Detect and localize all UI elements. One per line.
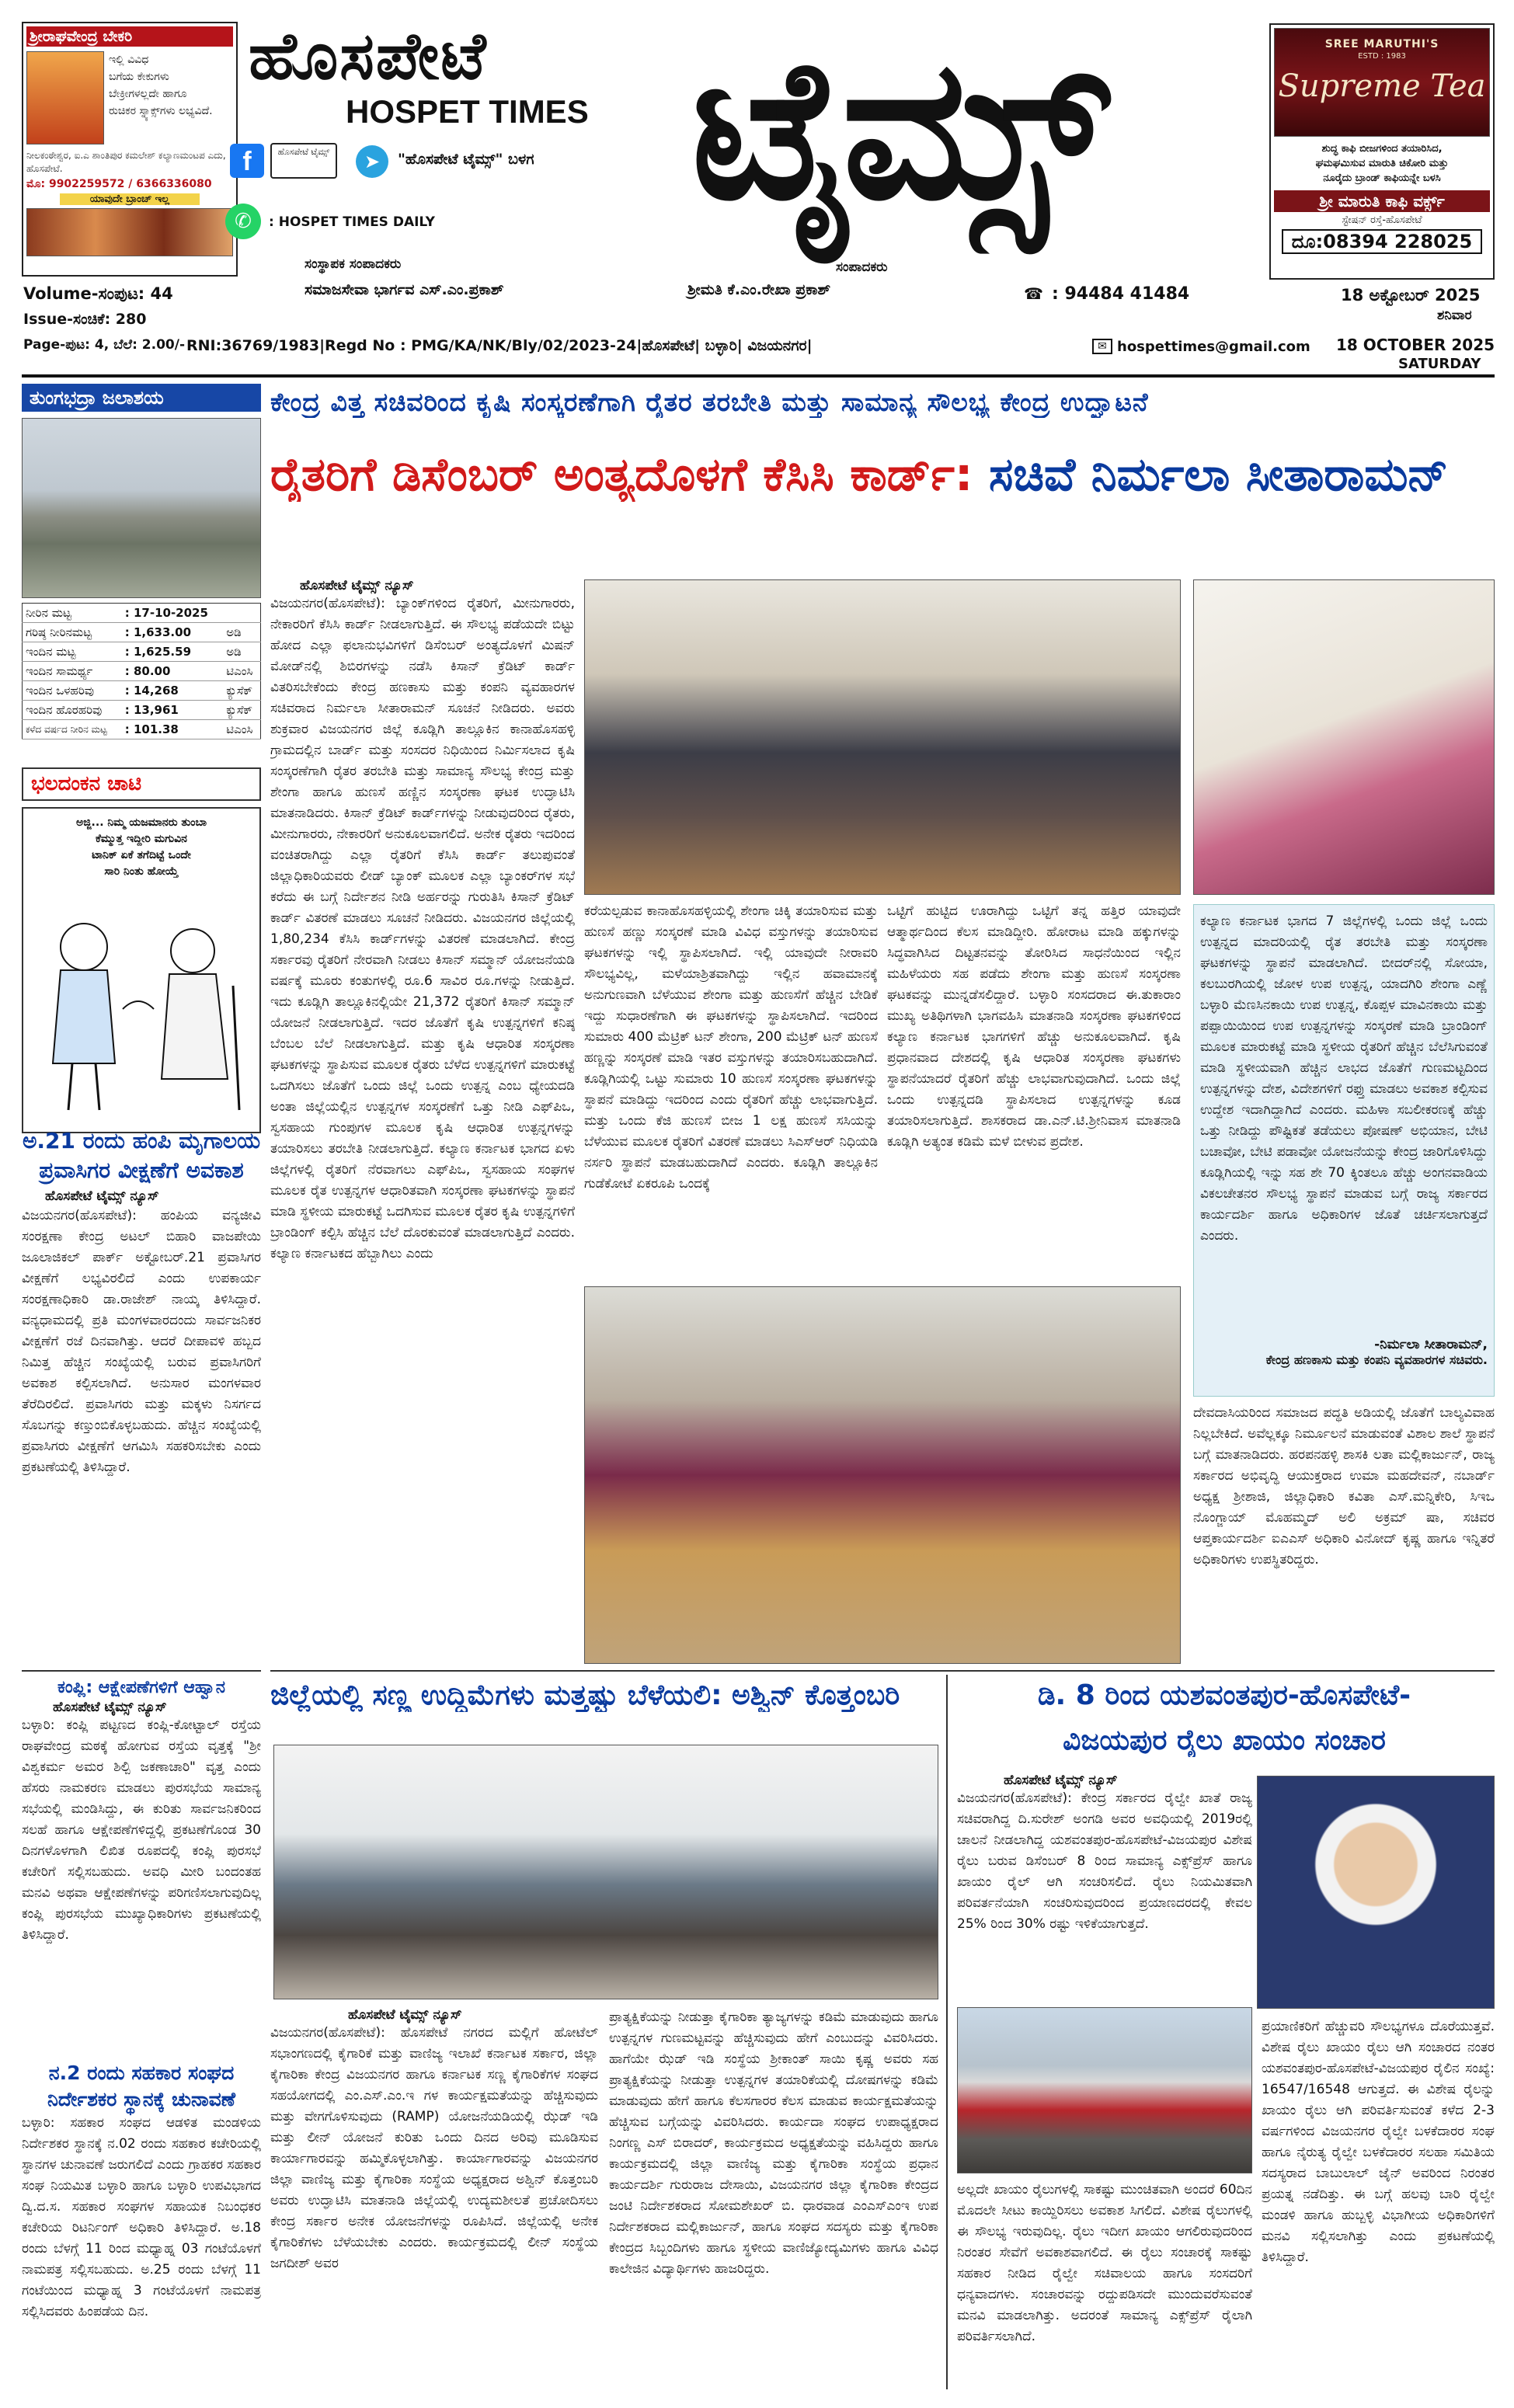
masthead-big-title: ಟೈಮ್ಸ್ [691,14,1104,242]
minister-quote-box [1193,904,1495,1397]
kampli-headline: ಕಂಪ್ಲಿ: ಆಕ್ಷೇಪಣೆಗಳಿಗೆ ಆಹ್ವಾನ [57,1678,226,1697]
ad-left-address: ನೀಲಕಂಠೇಶ್ವರ, ಐ.ಎ ಶಾಂತಿಪುರ ಕಮಲೇಶ್ ಕಲ್ಯಾಣಮಂಟಪ ಎದು, ಹೊಸಪೇಟೆ. [26,150,226,174]
facebook-page-name[interactable]: ಹೊಸಪೇಟೆ ಟೈಮ್ಸ್ [270,143,337,179]
rail-right-text: ಪ್ರಯಾಣಿಕರಿಗೆ ಹೆಚ್ಚುವರಿ ಸೌಲಭ್ಯಗಳೂ ದೊರೆಯುತ್ತವೆ. ವಿಶೇಷ ರೈಲು ಖಾಯಂ ರೈಲು ಆಗಿ ಸಂಚಾರದ ನಂತರ ಯಶವಂತಪುರ-ಹೊಸಪೇಟೆ-ವಿಜಯಪುರ ರೈಲಿನ ಸಂಖ್ಯೆ: 16547/16548 ಆಗುತ್ತದೆ. ಈ ವಿಶೇಷ ರೈಲನ್ನು ಖಾಯಂ ರೈಲು ಆಗಿ ಪರಿವರ್ತಿಸುವಂತೆ ಕಳೆದ 2-3 ವರ್ಷಗಳಿಂದ ವಿಜಯನಗರ ರೈಲ್ವೇ ಬಳಕೆದಾರರ ಸಂಘ ಹಾಗೂ ನೈರುತ್ಯ ರೈಲ್ವೇ ಬಳಕೆದಾರರ ಸಲಹಾ ಸಮಿತಿಯ ಸದಸ್ಯರಾದ ಬಾಬುಲಾಲ್ ಜೈನ್ ಅವರಿಂದ ನಿರಂತರ ಪ್ರಯತ್ನ ನಡೆದಿತ್ತು. ಈ ಬಗ್ಗೆ ಹಲವು ಬಾರಿ ರೈಲ್ವೇ ಮಂಡಳಿ ಹಾಗೂ ಹುಬ್ಬಳ್ಳಿ ವಿಭಾಗೀಯ ಅಧಿಕಾರಿಗಳಿಗೆ ಮನವಿ ಸಲ್ಲಿಸಲಾಗಿತ್ತು ಎಂದು ಪ್ರಕಟಣೆಯಲ್ಲಿ ತಿಳಿಸಿದ್ದಾರೆ. [1262,2019,1495,2265]
table-row [23,604,261,623]
dam-row-value: : 1,633.00 [122,623,224,642]
hampi-story [22,1126,261,1672]
facebook-icon[interactable]: f [230,144,264,178]
dam-row-value: : 101.38 [122,720,224,739]
msme-col-2-text: ಪ್ರಾತ್ಯಕ್ಷಿಕೆಯನ್ನು ನೀಡುತ್ತಾ ಕೈಗಾರಿಕಾ ತ್ಯಾಜ್ಯಗಳನ್ನು ಕಡಿಮೆ ಮಾಡುವುದು ಹಾಗೂ ಉತ್ಪನ್ನಗಳ ಗುಣಮಟ್ಟವನ್ನು ಹೆಚ್ಚಿಸುವುದು ಹೇಗೆ ಎಂಬುದನ್ನು ವಿವರಿಸಿದರು. ಹಾಗೆಯೇ ಝೆಡ್ ಇಡಿ ಸಂಸ್ಥೆಯ ಶ್ರೀಕಾಂತ್ ಸಾಯಿ ಕೃಷ್ಣ ಅವರು ಸಹ ಪ್ರಾತ್ಯಕ್ಷಿಕೆಯನ್ನು ನೀಡುತ್ತಾ ಉತ್ಪನ್ನಗಳ ತಯಾರಿಕೆಯಲ್ಲಿ ದೋಷಗಳನ್ನು ಕಡಿಮೆ ಮಾಡುವುದು ಹೇಗೆ ಹಾಗೂ ಕೆಲಸಗಾರರ ಕೆಲಸ ಮಾಡುವ ಕಾರ್ಯಕ್ಷಮತೆಯನ್ನು ಹೆಚ್ಚಿಸುವ ಬಗ್ಗೆಯನ್ನು ವಿವರಿಸಿದರು. ಕಾರ್ಯದಾ ಸಂಘದ ಉಪಾಧ್ಯಕ್ಷರಾದ ನಿಂಗಣ್ಣ ಎಸ್ ಬಿರಾದರ್, ಕಾರ್ಯಕ್ರಮದ ಅಧ್ಯಕ್ಷತೆಯನ್ನು ವಹಿಸಿದ್ದರು ಹಾಗೂ ಕಾರ್ಯಕ್ರಮದಲ್ಲಿ ಜಿಲ್ಲಾ ವಾಣಿಜ್ಯ ಮತ್ತು ಕೈಗಾರಿಕಾ ಸಂಸ್ಥೆಯ ಪ್ರಧಾನ ಕಾರ್ಯದರ್ಶಿ ಗುರುರಾಜ ದೇಸಾಯಿ, ವಿಜಯನಗರ ಜಿಲ್ಲಾ ಕೈಗಾರಿಕಾ ಕೇಂದ್ರದ ಜಂಟಿ ನಿರ್ದೇಶಕರಾದ ಸೋಮಶೇಖರ್ ಬಿ. ಧಾರವಾಡ ಎಂಎಸ್‌ಎಂಇ ಉಪ ನಿರ್ದೇಶಕರಾದ ಮಲ್ಲಿಕಾರ್ಜುನ್, ಹಾಗೂ ಸಂಘದ ಸದಸ್ಯರು ಮತ್ತು ಕೈಗಾರಿಕಾ ಕೇಂದ್ರದ ಸಿಬ್ಬಂದಿಗಳು ಹಾಗೂ ಸ್ಥಳೀಯ ವಾಣಿಜ್ಯೋದ್ಯಮಿಗಳು ಹಾಗೂ ವಿವಿಧ ಕಾಲೇಜಿನ ವಿದ್ಯಾರ್ಥಿಗಳು ಹಾಜರಿದ್ದರು. [609,2010,938,2277]
quote-signature: -ನಿರ್ಮಲಾ ಸೀತಾರಾಮನ್, [1374,1337,1488,1352]
ad-right-coffee [1269,23,1495,280]
dam-row-unit: ಅಡಿ [223,642,260,662]
table-row [23,681,261,701]
main-kicker: ಕೇಂದ್ರ ವಿತ್ತ ಸಚಿವರಿಂದ ಕೃಷಿ ಸಂಸ್ಕರಣೆಗಾಗಿ ರೈತರ ತರಬೇತಿ ಮತ್ತು ಸಾಮಾನ್ಯ ಸೌಲಭ್ಯ ಕೇಂದ್ರ ಉದ್ಘಾಟನೆ [270,387,1149,417]
cartoon-caption-line-3: ಟಾನಿಕ್ ಏಕೆ ತಗೆದಿಟ್ಟೆ ಒಂದೇ [92,849,191,861]
dam-row-value: : 17-10-2025 [122,604,224,623]
table-row [23,720,261,739]
main-col-5 [1193,1403,1495,1659]
masthead-english-title: HOSPET TIMES [346,93,589,130]
cartoon-section [22,767,261,1133]
table-row [23,662,261,681]
dam-picture [22,418,261,598]
ad-left-line-4: ರುಚಿಕರ ಸ್ನ್ಯಾಕ್ಸ್‌ಗಳು ಲಭ್ಯವಿದೆ. [109,105,213,117]
dam-section [22,384,261,739]
dam-row-label: ಕಳೆದ ವರ್ಷದ ನೀರಿನ ಮಟ್ಟ [23,720,122,739]
main-col-2-text: ಕರೆಯಲ್ಪಡುವ ಕಾನಾಹೊಸಹಳ್ಳಿಯಲ್ಲಿ ಶೇಂಗಾ ಚಿಕ್ಕಿ ತಯಾರಿಸುವ ಮತ್ತು ಹುಣಸೆ ಹಣ್ಣು ಸಂಸ್ಕರಣೆ ಮಾಡಿ ವಿವಿಧ ವಸ್ತುಗಳನ್ನು ತಯಾರಿಸುವ ಘಟಕಗಳನ್ನು ಇಲ್ಲಿ ಸ್ಥಾಪಿಸಲಾಗಿದೆ. ಇಲ್ಲಿ ಯಾವುದೇ ನೀರಾವರಿ ಸೌಲಭ್ಯವಿಲ್ಲ, ಮಳೆಯಾಶ್ರಿತವಾಗಿದ್ದು ಇಲ್ಲಿನ ಹವಾಮಾನಕ್ಕೆ ಅನುಗುಣವಾಗಿ ಬೆಳೆಯುವ ಶೇಂಗಾ ಮತ್ತು ಹುಣಸೆಗೆ ಹೆಚ್ಚಿನ ಬೇಡಿಕೆ ಇದ್ದು ಸುಧಾರಣೆಗಾಗಿ ಈ ಘಟಕಗಳನ್ನು ಸ್ಥಾಪಿಸಲಾಗಿದೆ. ಇದರಿಂದ ಸುಮಾರು 400 ಮೆಟ್ರಿಕ್ ಟನ್ ಶೇಂಗಾ, 200 ಮೆಟ್ರಿಕ್ ಟನ್ ಹುಣಸೆ ಹಣ್ಣನ್ನು ಸಂಸ್ಕರಣೆ ಮಾಡಿ ಇತರ ವಸ್ತುಗಳನ್ನು ತಯಾರಿಸಬಹುದಾಗಿದೆ. ಕೂಡ್ಲಿಗಿಯಲ್ಲಿ ಒಟ್ಟು ಸುಮಾರು 10 ಹುಣಸೆ ಸಂಸ್ಕರಣಾ ಘಟಕಗಳನ್ನು ಸ್ಥಾಪನೆ ಮಾಡಿದ್ದು ಇದರಿಂದ ಎಂದು ರೈತರಿಗೆ ಹೆಚ್ಚು ಲಾಭವಾಗುತ್ತಿದೆ. ಮತ್ತು ಒಂದು ಕೆಜಿ ಹುಣಸೆ ಬೀಜ 1 ಲಕ್ಷ ಹುಣಸೆ ಸಸಿಯನ್ನು ಬೆಳೆಯುವ ಮೂಲಕ ರೈತರಿಗೆ ವಿತರಣೆ ಮಾಡಲು ಸಿಎಸ್‌ಆರ್ ನಿಧಿಯಡಿ ನರ್ಸರಿ ಸ್ಥಾಪನೆ ಮಾಡಬಹುದಾಗಿದೆ ಎಂದರು. ಕೂಡ್ಲಿಗಿ ತಾಲ್ಲೂಕಿನ ಗುಡೆಕೋಟೆ ಏಕರೂಪಿ ಒಂದಕ್ಕೆ [584,903,878,1192]
kampli-body: ಬಳ್ಳಾರಿ: ಕಂಪ್ಲಿ ಪಟ್ಟಣದ ಕಂಪ್ಲಿ-ಕೋಟ್ಟಾಲ್ ರಸ್ತೆಯ ರಾಘವೇಂದ್ರ ಮಠಕ್ಕೆ ಹೋಗುವ ರಸ್ತೆಯ ವೃತ್ತಕ್ಕೆ "ಶ್ರೀ ವಿಶ್ವಕರ್ಮ ಅಮರ ಶಿಲ್ಪಿ ಜಕಣಾಚಾರಿ" ವೃತ್ತ ಎಂದು ಹೆಸರು ನಾಮಕರಣ ಮಾಡಲು ಪುರಸಭೆಯ ಸಾಮಾನ್ಯ ಸಭೆಯಲ್ಲಿ ಮಂಡಿಸಿದ್ದು, ಈ ಕುರಿತು ಸಾರ್ವಜನಿಕರಿಂದ ಸಲಹೆ ಹಾಗೂ ಆಕ್ಷೇಪಣೆಗಳಿದ್ದಲ್ಲಿ ಪ್ರಕಟಣೆಗೊಂಡ 30 ದಿನಗಳೊಳಗಾಗಿ ಲಿಖಿತ ರೂಪದಲ್ಲಿ ಕಂಪ್ಲಿ ಪುರಸಭೆ ಕಚೇರಿಗೆ ಸಲ್ಲಿಸಬಹುದು. ಅವಧಿ ಮೀರಿ ಬಂದಂತಹ ಮನವಿ ಅಥವಾ ಆಕ್ಷೇಪಣೆಗಳನ್ನು ಪರಿಗಣಿಸಲಾಗುವುದಿಲ್ಲ ಕಂಪ್ಲಿ ಪುರಸಭೆಯ ಮುಖ್ಯಾಧಿಕಾರಿಗಳು ಪ್ರಕಟಣೆಯಲ್ಲಿ ತಿಳಿಸಿದ್ದಾರೆ. [22,1717,261,1943]
day-english: SATURDAY [1398,356,1481,372]
dam-row-unit: ಅಡಿ [223,623,260,642]
main-col-3-text: ಒಟ್ಟಿಗೆ ಹುಟ್ಟಿದ ಊರಾಗಿದ್ದು ಒಟ್ಟಿಗೆ ತನ್ನ ಹತ್ತಿರ ಯಾವುದೇ ಆತ್ಮಾರ್ಥದಿಂದ ಕೆಲಸ ಮಾಡಿದ್ದೀರಿ. ಹೋರಾಟ ಮಾಡಿ ಹಕ್ಕುಗಳನ್ನು ಸಿದ್ಧವಾಗಿಸಿದ ದಿಟ್ಟತನವನ್ನು ತೋರಿಸಿದ ಸಾಧನೆಯಿಂದ ಇಲ್ಲಿನ ಮಹಿಳೆಯರು ಸಹ ಪಡೆದು ಶೇಂಗಾ ಮತ್ತು ಹುಣಸೆ ಸಂಸ್ಕರಣಾ ಘಟಕವನ್ನು ಮುನ್ನಡೆಸಲಿದ್ದಾರೆ. ಬಳ್ಳಾರಿ ಸಂಸದರಾದ ಈ.ತುಕಾರಾಂ ಮುಖ್ಯ ಅತಿಥಿಗಳಾಗಿ ಭಾಗವಹಿಸಿ ಮಾತನಾಡಿ ಸಂಸ್ಕರಣಾ ಘಟಕಗಳಿಂದ ಕಲ್ಯಾಣ ಕರ್ನಾಟಕ ಭಾಗಗಳಿಗೆ ಹೆಚ್ಚು ಅನುಕೂಲವಾಗಿದೆ. ಕೃಷಿ ಪ್ರಧಾನವಾದ ದೇಶದಲ್ಲಿ ಕೃಷಿ ಆಧಾರಿತ ಸಂಸ್ಕರಣಾ ಘಟಕಗಳು ಸ್ಥಾಪನೆಯಾದರೆ ರೈತರಿಗೆ ಹೆಚ್ಚು ಲಾಭವಾಗುವುದಾಗಿದೆ. ಒಂದು ಜಿಲ್ಲೆ ಒಂದು ಉತ್ಪನ್ನದಡಿ ಸ್ಥಾಪಿಸಲಾದ ಉತ್ಪನ್ನಗಳನ್ನು ಕೂಡ ತಯಾರಿಸಲಾಗುತ್ತಿದೆ. ಶಾಸಕರಾದ ಡಾ.ಎನ್.ಟಿ.ಶ್ರೀನಿವಾಸ ಮಾತನಾಡಿ ಕೂಡ್ಲಿಗಿ ಅತ್ಯಂತ ಕಡಿಮೆ ಮಳೆ ಬೀಳುವ ಪ್ರದೇಶ. [887,903,1181,1150]
ad-right-phone: ದೂ:08394 228025 [1282,229,1482,254]
quote-role: ಕೇಂದ್ರ ಹಣಕಾಸು ಮತ್ತು ಕಂಪನಿ ವ್ಯವಹಾರಗಳ ಸಚಿವರು. [1265,1352,1488,1367]
dam-row-value: : 13,961 [122,701,224,720]
ad-left-title: ಶ್ರೀರಾಘವೇಂದ್ರ ಬೇಕರಿ [26,26,233,47]
section-rule-middle [270,1670,1495,1672]
rail-headline-line-2: ವಿಜಯಪುರ ರೈಲು ಖಾಯಂ ಸಂಚಾರ [1063,1724,1386,1756]
dam-row-label: ನೀರಿನ ಮಟ್ಟ [23,604,122,623]
ad-right-address: ಸ್ಟೇಷನ್ ರಸ್ತೆ-ಹೊಸಪೇಟೆ [1342,214,1422,226]
cartoon-panel [22,807,261,1133]
date-kannada: 18 ಅಕ್ಟೋಬರ್ 2025 [1341,286,1481,304]
cartoon-drawing [30,893,253,1126]
main-headline-black: ರೈತರಿಗೆ ಡಿಸೆಂಬರ್ ಅಂತ್ಯದೊಳಗೆ ಕೆಸಿಸಿ ಕಾರ್ಡ್: [270,447,973,501]
ad-left-tag: ಯಾವುದೇ ಬ್ರಾಂಚ್ ಇಲ್ಲ [60,193,200,205]
rail-left-col [957,2180,1252,2389]
main-col-4-text: ಕಲ್ಯಾಣ ಕರ್ನಾಟಕ ಭಾಗದ 7 ಜಿಲ್ಲೆಗಳಲ್ಲಿ ಒಂದು ಜಿಲ್ಲೆ ಒಂದು ಉತ್ಪನ್ನದ ಮಾದರಿಯಲ್ಲಿ ರೈತ ತರಬೇತಿ ಮತ್ತು ಸಂಸ್ಕರಣಾ ಘಟಕಗಳನ್ನು ಸ್ಥಾಪನೆ ಮಾಡಲಾಗಿದೆ. ಬೀದರ್‌ನಲ್ಲಿ ಸೋಯಾ, ಕಲಬುರಗಿಯಲ್ಲಿ ಜೋಳ ಉಪ ಉತ್ಪನ್ನ, ಯಾದಗಿರಿ ಶೇಂಗಾ ಎಣ್ಣೆ ಬಳ್ಳಾರಿ ಮೆಣಸಿನಕಾಯಿ ಉಪ ಉತ್ಪನ್ನ, ಕೊಪ್ಪಳ ಮಾವಿನಕಾಯಿ ಮತ್ತು ಪಪ್ಪಾಯಿಯಿಂದ ಉಪ ಉತ್ಪನ್ನಗಳನ್ನು ಸಂಸ್ಕರಣೆ ಮಾಡಿ ಬ್ರಾಂಡಿಂಗ್ ಮೂಲಕ ಮಾರುಕಟ್ಟೆ ಮಾಡಿ ಸ್ಥಳೀಯ ರೈತರಿಗೆ ಹೆಚ್ಚಿನ ಬೆಲೆಸಿಗುವಂತೆ ಮಾಡಿ ಸ್ಥಳೀಯವಾಗಿ ಹೆಚ್ಚಿನ ಲಾಭದ ಜೊತೆಗೆ ಗುಣಮಟ್ಟದಿಂದ ಉತ್ಪನ್ನಗಳನ್ನು ದೇಶ, ವಿದೇಶಗಳಿಗೆ ರಫ್ತು ಮಾಡಲು ಅವಕಾಶ ಕಲ್ಪಿಸುವ ಉದ್ದೇಶ ಇದಾಗಿದ್ದಾಗಿದೆ ಎಂದರು. ಮಹಿಳಾ ಸಬಲೀಕರಣಕ್ಕೆ ಹೆಚ್ಚು ಒತ್ತು ನೀಡಿದ್ದು ಪೌಷ್ಟಿಕತೆ ತಡೆಯಲು ಪೋಷಣ್ ಅಭಿಯಾನ, ಬೇಟಿ ಬಚಾವೋ, ಬೇಟಿ ಪಡಾವೋ ಯೋಜನೆಯನ್ನು ಕೇಂದ್ರ ಜಾರಿಗೊಳಿಸಿದ್ದು ಕೂಡ್ಲಿಗಿಯಲ್ಲಿ ಇನ್ನು ಸಹ ಶೇ 70 ಕ್ಕಿಂತಲೂ ಹೆಚ್ಚು ಅಂಗನವಾಡಿಯ ವಿಕಲಚೇತನರ ಸೌಲಭ್ಯ ಸ್ಥಾಪನೆ ಮಾಡುವ ಬಗ್ಗೆ ರಾಜ್ಯ ಸರ್ಕಾರದ ಕಾರ್ಯದರ್ಶಿ ಹಾಗೂ ಅಧಿಕಾರಿಗಳ ಜೊತೆ ಚರ್ಚಿಸಲಾಗುತ್ತದೆ ಎಂದರು. [1200,913,1488,1244]
ad-right-shop: ಶ್ರೀ ಮಾರುತಿ ಕಾಫಿ ವರ್ಕ್ಸ್ [1274,190,1490,212]
ad-right-line-3: ನೂರೈದು ಬ್ರಾಂಡ್ ಕಾಫಿಯನ್ನೇ ಬಳಸಿ [1323,172,1441,184]
dam-row-label: ಇಂದಿನ ಮಟ್ಟ [23,642,122,662]
dam-row-label: ಗರಿಷ್ಠ ನೀರಿನಮಟ್ಟ [23,623,122,642]
founder-name: ಸಮಾಜಸೇವಾ ಭಾರ್ಗವ ಎಸ್.ಎಂ.ಪ್ರಕಾಶ್ [305,281,504,298]
telegram-group-name[interactable]: "ಹೊಸಪೇಟೆ ಟೈಮ್ಸ್" ಬಳಗ [398,151,534,168]
msme-col-1-text: ವಿಜಯನಗರ(ಹೊಸಪೇಟೆ): ಹೊಸಪೇಟೆ ನಗರದ ಮಲ್ಲಿಗೆ ಹೋಟೆಲ್ ಸಭಾಂಗಣದಲ್ಲಿ ಕೈಗಾರಿಕೆ ಮತ್ತು ವಾಣಿಜ್ಯ ಇಲಾಖೆ ಕರ್ನಾಟಕ ಸರ್ಕಾರ, ಜಿಲ್ಲಾ ಕೈಗಾರಿಕಾ ಕೇಂದ್ರ ವಿಜಯನಗರ ಹಾಗೂ ಕರ್ನಾಟಕ ಸಣ್ಣ ಕೈಗಾರಿಕೆಗಳ ಸಂಘದ ಸಹಯೋಗದಲ್ಲಿ ಎಂ.ಎಸ್.ಎಂ.ಇ ಗಳ ಕಾರ್ಯಕ್ಷಮತೆಯನ್ನು ಹೆಚ್ಚಿಸುವುದು ಮತ್ತು ವೇಗಗೊಳಿಸುವುದು (RAMP) ಯೋಜನೆಯಡಿಯಲ್ಲಿ ಝೆಡ್ ಇಡಿ ಮತ್ತು ಲೀನ್ ಯೋಜನೆ ಕುರಿತು ಒಂದು ದಿನದ ಅರಿವು ಮೂಡಿಸುವ ಕಾರ್ಯಾಗಾರವನ್ನು ಹಮ್ಮಿಕೊಳ್ಳಲಾಗಿತ್ತು. ಕಾರ್ಯಾಗಾರವನ್ನು ವಿಜಯನಗರ ಜಿಲ್ಲಾ ವಾಣಿಜ್ಯ ಮತ್ತು ಕೈಗಾರಿಕಾ ಸಂಸ್ಥೆಯ ಅಧ್ಯಕ್ಷರಾದ ಅಶ್ವಿನ್ ಕೊತ್ತಂಬರಿ ಅವರು ಉದ್ಘಾಟಿಸಿ ಮಾತನಾಡಿ ಜಿಲ್ಲೆಯಲ್ಲಿ ಉದ್ಯಮಶೀಲತೆ ಪ್ರಚೋದಿಸಲು ಕೇಂದ್ರ ಸರ್ಕಾರ ಅನೇಕ ಯೋಜನೆಗಳನ್ನು ರೂಪಿಸಿದೆ. ಜಿಲ್ಲೆಯಲ್ಲಿ ಅನೇಕ ಕೈಗಾರಿಕೆಗಳು ಬೆಳೆಯಬೇಕು ಎಂದರು. ಕಾರ್ಯಕ್ರಮದಲ್ಲಿ ಲೀನ್ ಸಂಸ್ಥೆಯ ಜಗದೀಶ್ ಅವರ [270,2025,598,2271]
section-rule-left [22,1670,261,1672]
ministers-group-photo [584,579,1181,895]
cartoon-caption-line-4: ಸಾರಿ ನಿಂತು ಹೋಯ್ತೆ [104,865,179,878]
main-headline-blue: ಸಚಿವೆ ನಿರ್ಮಲಾ ಸೀತಾರಾಮನ್ [989,447,1449,501]
table-row [23,642,261,662]
cartoon-caption-line-1: ಅಜ್ಜಿ... ನಿಮ್ಮ ಯಜಮಾನರು ತುಂಬಾ [75,816,207,829]
dam-title: ತುಂಗಭದ್ರಾ ಜಲಾಶಯ [22,384,261,412]
kampli-story [22,1676,261,2055]
issue: Issue-ಸಂಚಿಕೆ: 280 [23,311,147,328]
minister-speech-photo [1193,579,1495,895]
msme-headline: ಜಿಲ್ಲೆಯಲ್ಲಿ ಸಣ್ಣ ಉದ್ದಿಮೆಗಳು ಮತ್ತಷ್ಟು ಬೆಳೆಯಲಿ: ಅಶ್ವಿನ್ ಕೊತ್ತಂಬರಿ [270,1679,900,1711]
cooperative-story [22,2060,261,2369]
dam-row-unit: ಕ್ಯುಸೆಕ್ [223,681,260,701]
ad-left-line-3: ಬೇಕ್ರೀಗಳಲ್ಲದೇ ಹಾಗೂ [109,88,187,100]
ad-left-line-1: ಇಲ್ಲಿ ವಿವಿಧ [109,54,149,66]
ad-left-bakery [22,22,238,277]
rail-headline-line-1: ಡಿ. 8 ರಿಂದ ಯಶವಂತಪುರ-ಹೊಸಪೇಟೆ- [1037,1679,1411,1711]
processing-unit-photo [584,1286,1181,1664]
cartoon-caption-line-2: ಕೆಮ್ಮುತ್ತ ಇದ್ದೀರಿ ಮಗುವಿನ [96,833,187,845]
main-col-2 [584,901,878,1279]
date-english: 18 OCTOBER 2025 [1336,336,1495,354]
whatsapp-group-name[interactable]: : HOSPET TIMES DAILY [269,214,435,230]
email-icon: ✉ [1092,339,1112,354]
rail-byline: ಹೊಸಪೇಟೆ ಟೈಮ್ಸ್ ನ್ಯೂಸ್ [1004,1773,1118,1788]
msme-byline: ಹೊಸಪೇಟೆ ಟೈಮ್ಸ್ ನ್ಯೂಸ್ [348,2007,462,2023]
brand-name: Supreme Tea [1278,68,1486,104]
dam-row-label: ಇಂದಿನ ಸಾಮರ್ಥ್ಯ [23,662,122,681]
deity-picture [26,51,104,144]
hampi-body: ವಿಜಯನಗರ(ಹೊಸಪೇಟೆ): ಹಂಪಿಯ ವನ್ಯಜೀವಿ ಸಂರಕ್ಷಣಾ ಕೇಂದ್ರ ಅಟಲ್ ಬಿಹಾರಿ ವಾಜಪೇಯಿ ಜೂಲಾಜಿಕಲ್ ಪಾರ್ಕ್ ಅಕ್ಟೋಬರ್.21 ಪ್ರವಾಸಿಗರ ವೀಕ್ಷಣೆಗೆ ಲಭ್ಯವಿರಲಿದೆ ಎಂದು ಉಪಕಾರ್ಯ ಸಂರಕ್ಷಣಾಧಿಕಾರಿ ಡಾ.ರಾಜೇಶ್ ನಾಯ್ಕ ತಿಳಿಸಿದ್ದಾರೆ. ವನ್ಯಧಾಮದಲ್ಲಿ ಪ್ರತಿ ಮಂಗಳವಾರದಂದು ಸಾರ್ವಜನಿಕರ ವೀಕ್ಷಣೆಗೆ ರಜೆ ದಿನವಾಗಿತ್ತು. ಆದರೆ ದೀಪಾವಳಿ ಹಬ್ಬದ ನಿಮಿತ್ತ ಹೆಚ್ಚಿನ ಸಂಖ್ಯೆಯಲ್ಲಿ ಬರುವ ಪ್ರವಾಸಿಗರಿಗೆ ಅವಕಾಶ ಕಲ್ಪಿಸಲಾಗಿದೆ. ಅನುಸಾರ ಮಂಗಳವಾರ ತೆರೆದಿರಲಿದೆ. ಪ್ರವಾಸಿಗರು ಮತ್ತು ಮಕ್ಕಳು ನಿಸರ್ಗದ ಸೊಬಗನ್ನು ಕಣ್ತುಂಬಿಕೊಳ್ಳಬಹುದು. ಹೆಚ್ಚಿನ ಸಂಖ್ಯೆಯಲ್ಲಿ ಪ್ರವಾಸಿಗರು ವೀಕ್ಷಣೆಗೆ ಆಗಮಿಸಿ ಸಹಕರಿಸಬೇಕು ಎಂದು ಪ್ರಕಟಣೆಯಲ್ಲಿ ತಿಳಿಸಿದ್ದಾರೆ. [22,1208,261,1475]
section-divider-vertical [946,1675,948,2389]
email-address[interactable]: hospettimes@gmail.com [1117,339,1310,355]
table-row [23,701,261,720]
masthead-rule [22,374,1495,378]
dam-row-value: : 1,625.59 [122,642,224,662]
cooperative-headline: ನ.2 ರಂದು ಸಹಕಾರ ಸಂಘದ ನಿರ್ದೇಶಕರ ಸ್ಥಾನಕ್ಕೆ ಚುನಾವಣೆ [47,2062,235,2110]
brand-top: SREE MARUTHI'S [1324,38,1439,50]
main-byline: ಹೊಸಪೇಟೆ ಟೈಮ್ಸ್ ನ್ಯೂಸ್ [300,578,414,593]
dam-row-unit: ಟಿಎಂಸಿ [223,720,260,739]
main-col-5-text: ದೇವದಾಸಿಯರಿಂದ ಸಮಾಜದ ಪದ್ಧತಿ ಅಡಿಯಲ್ಲಿ ಜೊತೆಗೆ ಬಾಲ್ಯವಿವಾಹ ನಿಲ್ಲಬೇಕಿದೆ. ಅವೆಲ್ಲಕ್ಕೂ ನಿರ್ಮೂಲನೆ ಮಾಡುವಂತೆ ವಿಶಾಲ ಶಾಲೆ ಸ್ಥಾಪನೆ ಬಗ್ಗೆ ಮಾತನಾಡಿದರು. ಹರಪನಹಳ್ಳಿ ಶಾಸಕಿ ಲತಾ ಮಲ್ಲಿಕಾರ್ಜುನ್, ರಾಜ್ಯ ಸರ್ಕಾರದ ಅಭಿವೃದ್ಧಿ ಆಯುಕ್ತರಾದ ಉಮಾ ಮಹದೇವನ್, ನಬಾರ್ಡ್ ಅಧ್ಯಕ್ಷ ಶ್ರೀಶಾಜಿ, ಜಿಲ್ಲಾಧಿಕಾರಿ ಕವಿತಾ ಎಸ್.ಮನ್ನಿಕೇರಿ, ಸಿಇಒ ನೊಂಗ್ಜಾಯ್ ಮೊಹಮ್ಮದ್ ಅಲಿ ಅಕ್ರಮ್ ಷಾ, ಸಚಿವರ ಆಪ್ತಕಾರ್ಯದರ್ಶಿ ಐಎಎಸ್ ಅಧಿಕಾರಿ ವಿನೋದ್ ಕೃಷ್ಣ ಹಾಗೂ ಇನ್ನಿತರೆ ಅಧಿಕಾರಿಗಳು ಉಪಸ್ಥಿತರಿದ್ದರು. [1193,1405,1495,1568]
train-photo [957,2007,1252,2173]
editor-label: ಸಂಪಾದಕರು [836,259,888,275]
masthead-kannada-title: ಹೊಸಪೇಟೆ [249,17,488,94]
dam-row-value: : 80.00 [122,662,224,681]
rail-intro-col [957,1773,1252,1998]
dam-row-unit: ಕ್ಯುಸೆಕ್ [223,701,260,720]
day-kannada: ಶನಿವಾರ [1437,308,1472,323]
brand-since: ESTD : 1983 [1358,52,1406,61]
whatsapp-icon[interactable]: ✆ [225,204,261,239]
rail-left-text: ಅಲ್ಲದೇ ಖಾಯಂ ರೈಲುಗಳಲ್ಲಿ ಸಾಕಷ್ಟು ಮುಂಚಿತವಾಗಿ ಅಂದರೆ 60ದಿನ ಮೊದಲೇ ಸೀಟು ಕಾಯ್ದಿರಿಸಲು ಅವಕಾಶ ಸಿಗಲಿದೆ. ವಿಶೇಷ ರೈಲುಗಳಲ್ಲಿ ಈ ಸೌಲಭ್ಯ ಇರುವುದಿಲ್ಲ. ರೈಲು ಇದೀಗ ಖಾಯಂ ಆಗಲಿರುವುದರಿಂದ ನಿರಂತರ ಸೇವೆಗೆ ಅವಕಾಶವಾಗಲಿದೆ. ಈ ರೈಲು ಸಂಚಾರಕ್ಕೆ ಸಾಕಷ್ಟು ಸಹಕಾರ ನೀಡಿದ ರೈಲ್ವೇ ಸಚಿವಾಲಯ ಹಾಗೂ ಸಂಸದರಿಗೆ ಧನ್ಯವಾದಗಳು. ಸಂಚಾರವನ್ನು ರದ್ದುಪಡಿಸದೇ ಮುಂದುವರೆಸುವಂತೆ ಮನವಿ ಮಾಡಲಾಗಿತ್ತು. ಅದರಂತೆ ಸಾಮಾನ್ಯ ಎಕ್ಸ್‌ಪ್ರೆಸ್ ರೈಲಾಗಿ ಪರಿವರ್ತಿಸಲಾಗಿದೆ. [957,2182,1252,2344]
volume: Volume-ಸಂಪುಟ: 44 [23,284,173,303]
rail-right-col [1262,2017,1495,2389]
telegram-icon[interactable]: ➤ [356,145,388,178]
msme-col-1 [270,2007,598,2382]
editor-name: ಶ್ರೀಮತಿ ಕೆ.ಎಂ.ರೇಖಾ ಪ್ರಕಾಶ್ [687,281,831,298]
msme-col-2 [609,2007,938,2387]
ad-right-line-1: ಶುದ್ಧ ಕಾಫಿ ಬೀಜಗಳಿಂದ ತಯಾರಿಸಿದ, [1321,143,1443,155]
mp-portrait-photo [1257,1776,1495,2009]
dam-table [22,603,261,739]
dam-row-unit [223,604,260,623]
dam-row-label: ಇಂದಿನ ಒಳಹರಿವು [23,681,122,701]
main-col-1 [270,578,575,1656]
ad-left-line-2: ಬಗೆಯ ಕೇಕುಗಳು [109,71,169,83]
cartoon-title: ಭಲದಂಕನ ಚಾಟಿ [22,767,261,801]
masthead-phone: : 94484 41484 [1052,284,1190,304]
tea-brand-logo [1274,28,1490,137]
rail-intro-text: ವಿಜಯನಗರ(ಹೊಸಪೇಟೆ): ಕೇಂದ್ರ ಸರ್ಕಾರದ ರೈಲ್ವೇ ಖಾತೆ ರಾಜ್ಯ ಸಚಿವರಾಗಿದ್ದ ದಿ.ಸುರೇಶ್ ಅಂಗಡಿ ಅವರ ಅವಧಿಯಲ್ಲಿ 2019ರಲ್ಲಿ ಚಾಲನೆ ನೀಡಲಾಗಿದ್ದ ಯಶವಂತಪುರ-ಹೊಸಪೇಟೆ-ವಿಜಯಪುರ ವಿಶೇಷ ರೈಲು ಬರುವ ಡಿಸೆಂಬರ್ 8 ರಿಂದ ಸಾಮಾನ್ಯ ಎಕ್ಸ್‌ಪ್ರೆಸ್ ಹಾಗೂ ಖಾಯಂ ರೈಲ್ ಆಗಿ ಸಂಚರಿಸಲಿದೆ. ರೈಲು ನಿಯಮಿತವಾಗಿ ಪರಿವರ್ತನೆಯಾಗಿ ಸಂಚರಿಸುವುದರಿಂದ ಪ್ರಯಾಣದರದಲ್ಲಿ ಕೇವಲ 25% ರಿಂದ 30% ರಷ್ಟು ಇಳಿಕೆಯಾಗುತ್ತದೆ. [957,1790,1252,1932]
ad-left-phone: ಮೊ: 9902259572 / 6366336080 [26,178,212,190]
main-col-3 [887,901,1181,1279]
dam-row-value: : 14,268 [122,681,224,701]
table-row [23,623,261,642]
hampi-byline: ಹೊಸಪೇಟೆ ಟೈಮ್ಸ್ ನ್ಯೂಸ್ [45,1188,159,1204]
ad-right-line-2: ಘಮಘಮಿಸುವ ಮಾರುತಿ ಚಿಕೋರಿ ಮತ್ತು [1315,158,1449,169]
cooperative-body: ಬಳ್ಳಾರಿ: ಸಹಕಾರ ಸಂಘದ ಆಡಳಿತ ಮಂಡಳಿಯ ನಿರ್ದೇಶಕರ ಸ್ಥಾನಕ್ಕೆ ನ.02 ರಂದು ಸಹಕಾರ ಕಚೇರಿಯಲ್ಲಿ ಸ್ಥಾನಗಳ ಚುನಾವಣೆ ಜರುಗಲಿದೆ ಎಂದು ಗ್ರಾಹಕರ ಸಹಕಾರ ಸಂಘ ನಿಯಮಿತ ಬಳ್ಳಾರಿ ಹಾಗೂ ಬಳ್ಳಾರಿ ಉಪವಿಭಾಗದ ದ್ವಿ.ದ.ಸ. ಸಹಕಾರ ಸಂಘಗಳ ಸಹಾಯಕ ನಿಬಂಧಕರ ಕಚೇರಿಯ ರಿಟರ್ನಿಂಗ್ ಅಧಿಕಾರಿ ತಿಳಿಸಿದ್ದಾರೆ. ಅ.18 ರಂದು ಬೆಳಗ್ಗೆ 11 ರಿಂದ ಮಧ್ಯಾಹ್ನ 03 ಗಂಟೆಯೊಳಗೆ ನಾಮಪತ್ರ ಸಲ್ಲಿಸಬಹುದು. ಅ.25 ರಂದು ಬೆಳಗ್ಗೆ 11 ಗಂಟೆಯಿಂದ ಮಧ್ಯಾಹ್ನ 3 ಗಂಟೆಯೊಳಗೆ ನಾಮಪತ್ರ ಸಲ್ಲಿಸಿದವರು ಹಿಂಪಡೆಯ ದಿನ. [22,2115,261,2319]
phone-icon: ☎ [1024,284,1043,303]
main-col-1-text: ವಿಜಯನಗರ(ಹೊಸಪೇಟೆ): ಬ್ಯಾಂಕ್‌ಗಳಿಂದ ರೈತರಿಗೆ, ಮೀನುಗಾರರು, ನೇಕಾರರಿಗೆ ಕೆಸಿಸಿ ಕಾರ್ಡ್ ನೀಡಲಾಗುತ್ತಿದೆ. ಈ ಸೌಲಭ್ಯ ಪಡೆಯದೇ ಬಿಟ್ಟು ಹೋದ ಎಲ್ಲಾ ಫಲಾನುಭವಿಗಳಿಗೆ ಡಿಸೆಂಬರ್ ಅಂತ್ಯದೊಳಗೆ ಮಿಷನ್ ಮೋಡ್‌ನಲ್ಲಿ ಶಿಬಿರಗಳನ್ನು ನಡೆಸಿ ಕಿಸಾನ್ ಕ್ರೆಡಿಟ್ ಕಾರ್ಡ್ ವಿತರಿಸಬೇಕೆಂದು ಕೇಂದ್ರ ಹಣಕಾಸು ಮತ್ತು ಕಂಪನಿ ವ್ಯವಹಾರಗಳ ಸಚಿವರಾದ ನಿರ್ಮಲಾ ಸೀತಾರಾಮನ್ ಸೂಚನೆ ನೀಡಿದರು. ಅವರು ಶುಕ್ರವಾರ ವಿಜಯನಗರ ಜಿಲ್ಲೆ ಕೂಡ್ಲಿಗಿ ತಾಲ್ಲೂಕಿನ ಕಾನಾಹೊಸಹಳ್ಳಿ ಗ್ರಾಮದಲ್ಲಿನ ಬಾರ್ಡ್ ಮತ್ತು ಸಂಸದರ ನಿಧಿಯಿಂದ ನಿರ್ಮಿಸಲಾದ ಕೃಷಿ ಸಂಸ್ಕರಣೆಗಾಗಿ ರೈತರ ತರಬೇತಿ ಮತ್ತು ಸಾಮಾನ್ಯ ಸೌಲಭ್ಯ ಕೇಂದ್ರ ಮತ್ತು ಶೇಂಗಾ ಹಾಗೂ ಹುಣಸೆ ಹಣ್ಣಿನ ಸಂಸ್ಕರಣಾ ಘಟಕ ಉದ್ಘಾಟಿಸಿ ಮಾತನಾಡಿದರು. ಕಿಸಾನ್ ಕ್ರೆಡಿಟ್ ಕಾರ್ಡ್‌ಗಳನ್ನು ನೀಡುವುದರಿಂದ ರೈತರು, ಮೀನುಗಾರರು, ನೇಕಾರರಿಗೆ ಅನುಕೂಲವಾಗಲಿದೆ. ಅನೇಕ ರೈತರು ಇದರಿಂದ ವಂಚಿತರಾಗಿದ್ದು ಎಲ್ಲಾ ರೈತರಿಗೆ ಕೆಸಿಸಿ ಕಾರ್ಡ್ ತಲುಪುವಂತೆ ಜಿಲ್ಲಾಧಿಕಾರಿಯವರು ಲೀಡ್ ಬ್ಯಾಂಕ್ ಮೂಲಕ ಎಲ್ಲಾ ಬ್ಯಾಂಕರ್‌ಗಳ ಸಭೆ ಕರೆದು ಈ ಬಗ್ಗೆ ನಿರ್ದೇಶನ ನೀಡಿ ಅರ್ಹರನ್ನು ಗುರುತಿಸಿ ಕಿಸಾನ್ ಕ್ರೆಡಿಟ್ ಕಾರ್ಡ್ ವಿತರಣೆ ಮಾಡಲು ಸೂಚನೆ ನೀಡಿದರು. ವಿಜಯನಗರ ಜಿಲ್ಲೆಯಲ್ಲಿ 1,80,234 ಕೆಸಿಸಿ ಕಾರ್ಡ್‌ಗಳನ್ನು ವಿತರಣೆ ಮಾಡಲಾಗಿದೆ. ಕೇಂದ್ರ ಸರ್ಕಾರವು ರೈತರಿಗೆ ನೇರವಾಗಿ ನೀಡಲು ಕಿಸಾನ್ ಸಮ್ಮಾನ್ ಯೋಜನೆಯಡಿ ವರ್ಷಕ್ಕೆ ಮೂರು ಕಂತುಗಳಲ್ಲಿ ರೂ.6 ಸಾವಿರ ರೂ.ಗಳನ್ನು ನೀಡುತ್ತಿದೆ. ಇದು ಕೂಡ್ಲಿಗಿ ತಾಲ್ಲೂಕಿನಲ್ಲಿಯೇ 21,372 ರೈತರಿಗೆ ಕಿಸಾನ್ ಸಮ್ಮಾನ್ ಯೋಜನೆ ನೀಡಲಾಗುತ್ತಿದೆ. ಇದರ ಜೊತೆಗೆ ಕೃಷಿ ಉತ್ಪನ್ನಗಳಿಗೆ ಕನಿಷ್ಠ ಬೆಂಬಲ ಬೆಲೆ ನೀಡಲಾಗುತ್ತಿದೆ. ಮತ್ತು ಕೃಷಿ ಆಧಾರಿತ ಸಂಸ್ಕರಣಾ ಘಟಕಗಳನ್ನು ಸ್ಥಾಪಿಸುವ ಮೂಲಕ ರೈತರು ಬೆಳೆದ ಉತ್ಪನ್ನಗಳಿಗೆ ಮಾರುಕಟ್ಟೆ ಒದಗಿಸಲು ಜೊತೆಗೆ ಒಂದು ಜಿಲ್ಲೆ ಒಂದು ಉತ್ಪನ್ನ ಎಂಬ ಧ್ಯೇಯದಡಿ ಅಂತಾ ಜಿಲ್ಲೆಯಲ್ಲಿನ ಉತ್ಪನ್ನಗಳ ಸಂಸ್ಕರಣೆಗೆ ಒತ್ತು ನೀಡಿ ಎಫ್‌ಪಿಒ, ಸ್ವಸಹಾಯ ಗುಂಪುಗಳ ಮೂಲಕ ಕೃಷಿ ಆಧಾರಿತ ಉತ್ಪನ್ನಗಳನ್ನು ತಯಾರಿಸಲು ತರಬೇತಿ ನೀಡಲಾಗುತ್ತಿದೆ. ಕಲ್ಯಾಣ ಕರ್ನಾಟಕ ಭಾಗದ ಏಳು ಜಿಲ್ಲೆಗಳಲ್ಲಿ ರೈತರಿಗೆ ನೆರವಾಗಲು ಎಫ್‌ಪಿಒ, ಸ್ವಸಹಾಯ ಸಂಘಗಳ ಮೂಲಕ ರೈತ ಉತ್ಪನ್ನಗಳ ಆಧಾರಿತವಾಗಿ ಸಂಸ್ಕರಣಾ ಘಟಕಗಳನ್ನು ಸ್ಥಾಪನೆ ಮಾಡಿ ಸ್ಥಳೀಯ ಮಾರುಕಟ್ಟೆ ಒದಗಿಸುವ ಮೂಲಕ ರೈತರ ಕೃಷಿ ಉತ್ಪನ್ನಗಳಿಗೆ ಬ್ರಾಂಡಿಂಗ್ ಕಲ್ಪಿಸಿ ಹೆಚ್ಚಿನ ಬೆಲೆ ದೊರಕುವಂತೆ ಮಾಡಲಾಗುತ್ತಿದೆ ಎಂದರು. ಕಲ್ಯಾಣ ಕರ್ನಾಟಕದ ಹೆಬ್ಬಾಗಿಲು ಎಂದು [270,596,575,1261]
dam-row-label: ಇಂದಿನ ಹೊರಹರಿವು [23,701,122,720]
msme-lamp-lighting-photo [273,1745,938,1999]
dam-row-unit: ಟಿಎಂಸಿ [223,662,260,681]
page-price: Page-ಪುಟ: 4, ಬೆಲೆ: 2.00/- [23,337,186,353]
hampi-headline: ಅ.21 ರಂದು ಹಂಪಿ ಮೃಗಾಲಯ ಪ್ರವಾಸಿಗರ ವೀಕ್ಷಣೆಗೆ ಅವಕಾಶ [22,1128,261,1183]
main-headline [270,447,1495,502]
founder-label: ಸಂಸ್ಥಾಪಕ ಸಂಪಾದಕರು [305,256,402,272]
rni-line: RNI:36769/1983|Regd No : PMG/KA/NK/Bly/02/2023-24|ಹೊಸಪೇಟೆ| ಬಳ್ಳಾರಿ| ವಿಜಯನಗರ| [186,337,813,354]
cakes-picture [26,208,233,256]
kampli-byline: ಹೊಸಪೇಟೆ ಟೈಮ್ಸ್ ನ್ಯೂಸ್ [53,1700,167,1715]
